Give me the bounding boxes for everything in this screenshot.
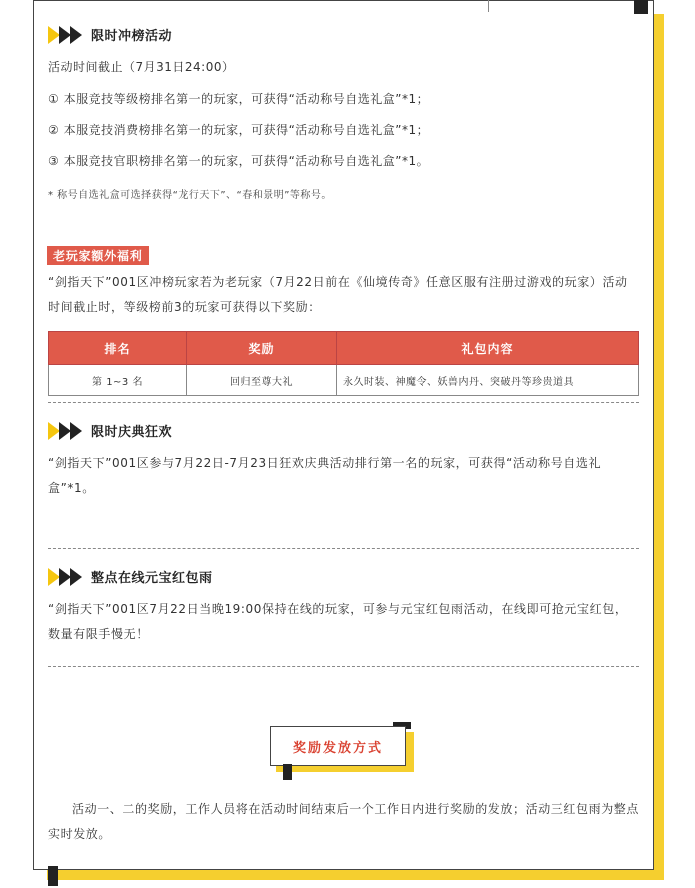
section1-item-3: ③ 本服竞技官职榜排名第一的玩家，可获得“活动称号自选礼盒”*1。: [48, 154, 430, 168]
section1-item-2: ② 本服竞技消费榜排名第一的玩家，可获得“活动称号自选礼盒”*1；: [48, 123, 430, 137]
section1-heading: [48, 25, 172, 44]
divider: [48, 548, 639, 549]
reward-table-header: [49, 332, 639, 365]
section1-note: * 称号自选礼盒可选择获得“龙行天下”、“春和景明”等称号。: [48, 190, 332, 201]
reward-table: [48, 331, 639, 396]
section3-title: 整点在线元宝红包雨: [91, 571, 213, 586]
header-reward: 奖励: [187, 332, 337, 365]
cell-reward: 回归至尊大礼: [187, 365, 337, 396]
cell-rank: 第 1~3 名: [49, 365, 187, 396]
method-title: 奖励发放方式: [270, 726, 406, 766]
veteran-tag: 老玩家额外福利: [47, 246, 149, 265]
method-decoration: [283, 764, 292, 780]
section3-heading: [48, 567, 213, 586]
chevron-arrows-icon: [48, 568, 81, 586]
table-row: [49, 365, 639, 396]
section1-deadline: 活动时间截止（7月31日24:00）: [48, 60, 235, 74]
divider: [48, 402, 639, 403]
section2-heading: [48, 421, 172, 440]
chevron-arrows-icon: [48, 422, 81, 440]
chevron-arrows-icon: [48, 26, 81, 44]
section1-item-1: ① 本服竞技等级榜排名第一的玩家，可获得“活动称号自选礼盒”*1；: [48, 92, 430, 106]
top-tick-decoration: [488, 0, 489, 12]
veteran-description: “剑指天下”001区冲榜玩家若为老玩家（7月22日前在《仙境传奇》任意区服有注册过游戏的玩家）活动时间截止时，等级榜前3的玩家可获得以下奖励：: [48, 275, 628, 314]
section2-title: 限时庆典狂欢: [91, 425, 173, 440]
section1-title: 限时冲榜活动: [91, 29, 173, 44]
divider: [48, 666, 639, 667]
method-description: 活动一、二的奖励，工作人员将在活动时间结束后一个工作日内进行奖励的发放；活动三红包雨为整点实时发放。: [48, 802, 640, 841]
corner-decoration-bottom: [48, 866, 58, 886]
header-contents: 礼包内容: [337, 332, 639, 365]
header-rank: 排名: [49, 332, 187, 365]
section2-description: “剑指天下”001区参与7月22日-7月23日狂欢庆典活动排行第一名的玩家，可获得“活动称号自选礼盒”*1。: [48, 456, 602, 495]
section3-description: “剑指天下”001区7月22日当晚19:00保持在线的玩家，可参与元宝红包雨活动，在线即可抢元宝红包，数量有限手慢无！: [48, 602, 628, 641]
cell-contents: 永久时装、神魔令、妖兽内丹、突破丹等珍贵道具: [337, 365, 639, 396]
corner-decoration: [634, 0, 648, 14]
